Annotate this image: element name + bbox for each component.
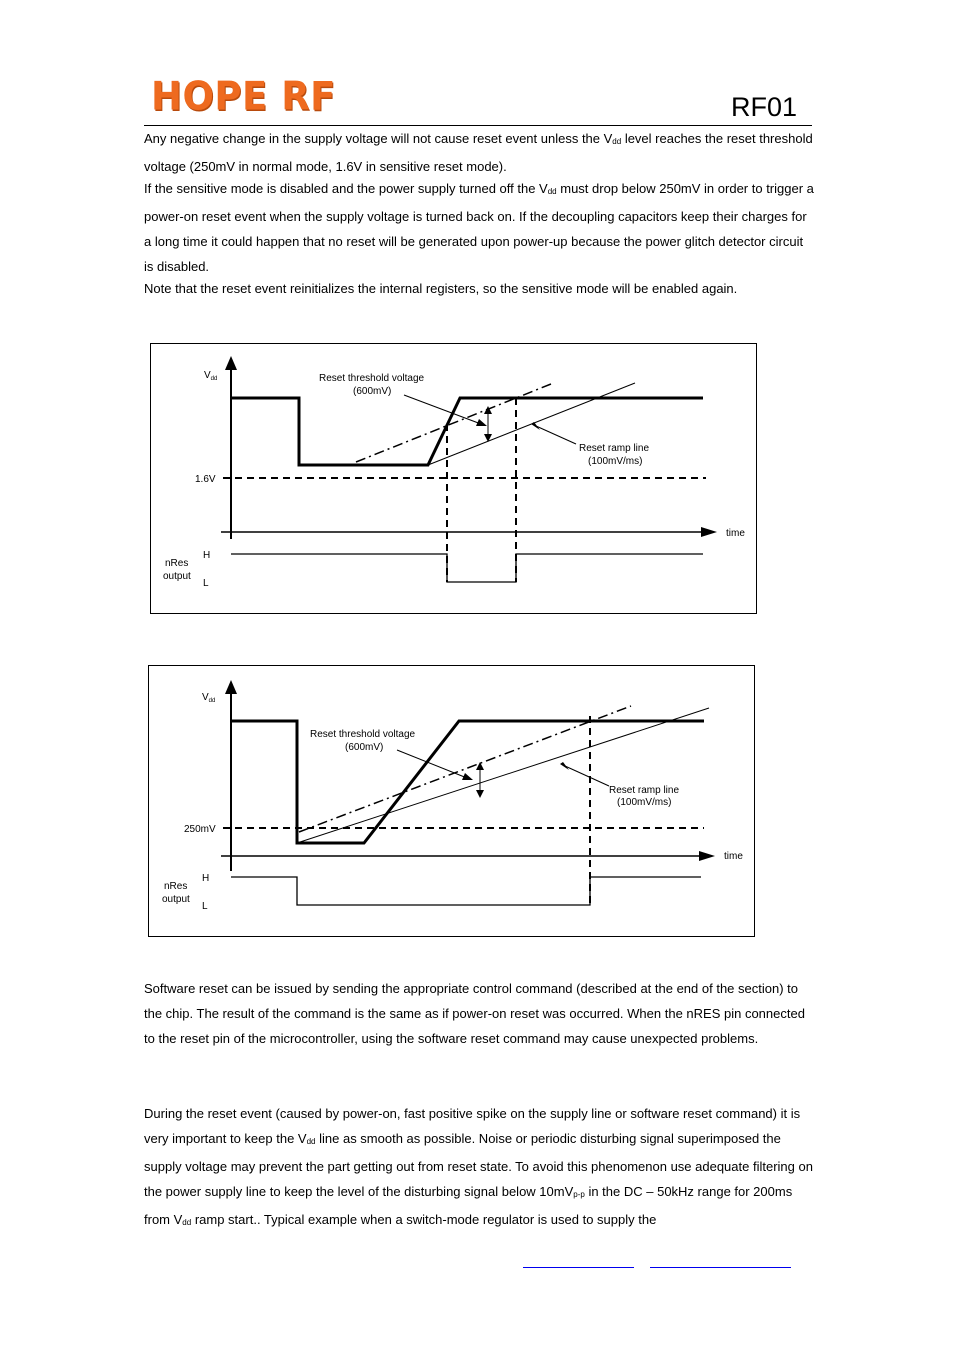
threshold-value-label: (600mV) [353,386,392,397]
high-label: H [203,550,211,561]
footer-link-2[interactable] [650,1267,791,1268]
paragraph-supply-noise: During the reset event (caused by power-on, fast positive spike on the supply line or software reset command) it is very important to keep the $V_{dd}$ line as smooth as possible. Noise or periodic disturbing signal superimposed the supply voltage may prevent the part getting out from reset state. To avoid this phenomenon use adequate filtering on the power supply line to keep the level of the disturbing signal below $10mV_{p-p}$ in the DC – 50kHz range for 200ms from $V_{dd}$ ramp start.. Typical example when a switch-mode regulator is used to supply the [144,1106,813,1227]
ramp-value-label: (100mV/ms) [617,797,672,808]
vdd-label: $V_{dd}$ [204,370,218,382]
threshold-dashdot-line [299,706,631,832]
nres-waveform [231,877,701,905]
time-label: time [726,528,745,539]
ramp-value-label: (100mV/ms) [588,456,643,467]
level-label: 1.6V [195,474,216,485]
level-label: 250mV [184,824,216,835]
threshold-label: Reset threshold voltage [319,373,425,384]
paragraph-sensitive-mode: If the sensitive mode is disabled and the power supply turned off the $V_{dd}$ must drop below 250mV in order to trigger a power-on reset event when the supply voltage is turned back on. If the decoupling capacitors keep their charges for a long time it could happen that no reset will be generated upon power-up because the power glitch detector circuit is disabled. [144,181,814,274]
paragraph-register-note: Note that the reset event reinitializes the internal registers, so the sensitive mode will be enabled again. [144,281,738,296]
document-id: RF01 [730,92,797,122]
low-label: L [202,901,208,912]
vdd-label: $V_{dd}$ [202,692,216,704]
high-label: H [202,873,210,884]
time-label: time [724,851,743,862]
vdd-waveform [231,721,704,843]
footer-link-1[interactable] [523,1267,634,1268]
ramp-label: Reset ramp line [609,785,680,796]
output-label: output [163,571,191,582]
vdd-waveform [231,398,703,465]
nres-label: nRes [165,558,189,569]
nres-label: nRes [164,881,188,892]
output-label: output [162,894,190,905]
threshold-label: Reset threshold voltage [310,729,416,740]
ramp-label: Reset ramp line [579,443,650,454]
paragraph-software-reset: Software reset can be issued by sending the appropriate control command (described at the end of the section) to the chip. The result of the command is the same as if power-on reset was occurred. When the nRES pin connected to the reset pin of the microcontroller, using the software reset command may cause unexpected problems. [144,981,805,1046]
nres-waveform [231,554,703,582]
timing-diagram-sensitive-reset [150,343,757,614]
paragraph-reset-threshold: Any negative change in the supply voltage will not cause reset event unless the $V_{dd}$ level reaches the reset threshold voltage (250mV in normal mode, 1.6V in sensitive reset mode). [144,131,813,174]
hope-rf-logo: HOPE RF [151,74,336,120]
timing-diagram-normal-reset [148,665,755,937]
low-label: L [203,578,209,589]
threshold-value-label: (600mV) [345,742,384,753]
